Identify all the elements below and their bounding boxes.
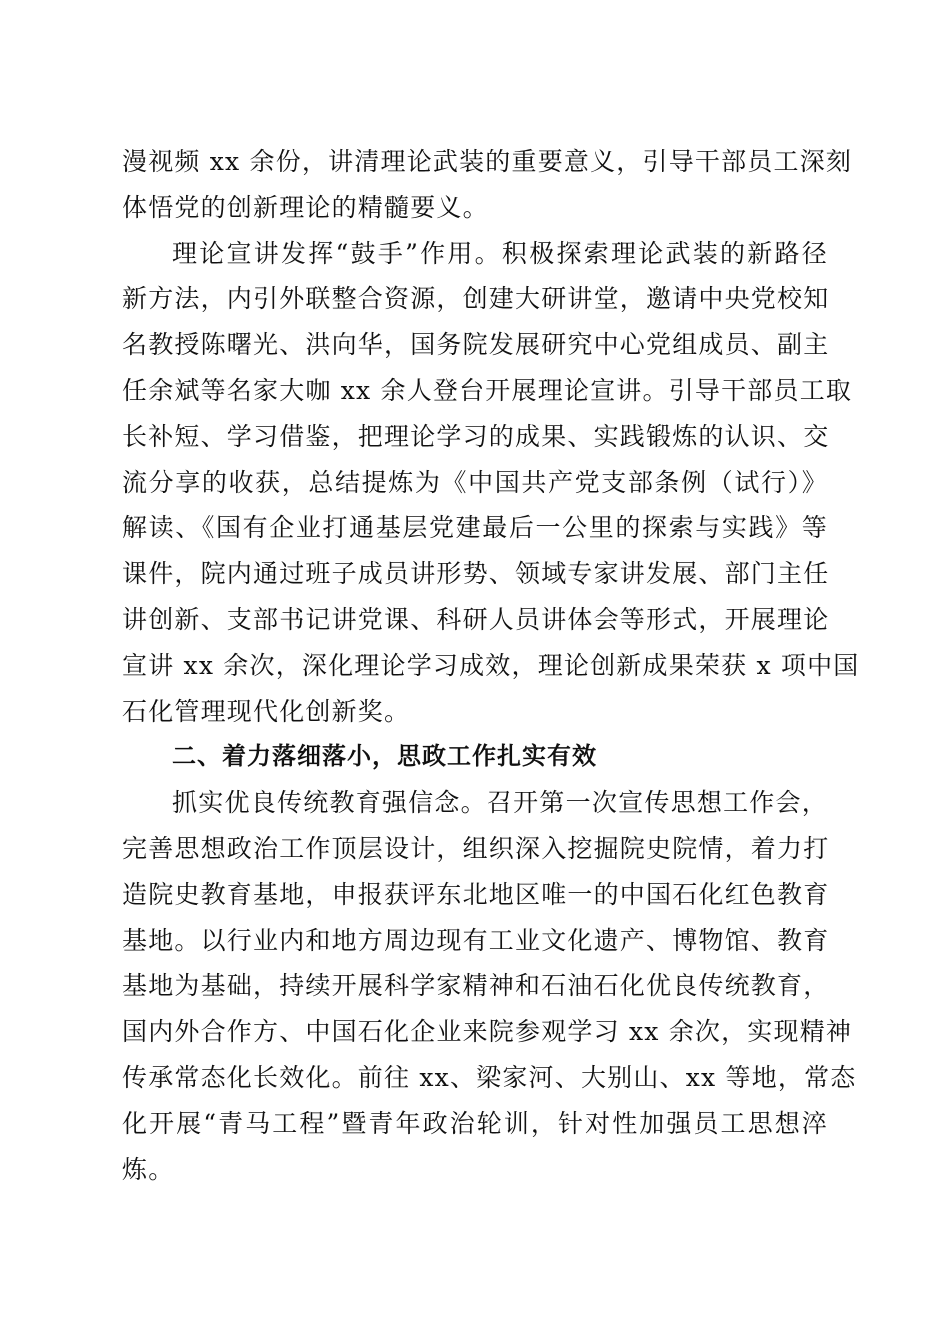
text-line: 完善思想政治工作顶层设计，组织深入挖掘院史院情，着力打 (122, 833, 830, 863)
text-line: 漫视频 xx 余份，讲清理论武装的重要意义，引导干部员工深刻 (122, 147, 853, 176)
text-line: 理论宣讲发挥“鼓手”作用。积极探索理论武装的新路径 (172, 238, 828, 268)
text-line: 石化管理现代化创新奖。 (122, 696, 411, 726)
text-line: 解读、《国有企业打通基层党建最后一公里的探索与实践》等 (122, 513, 828, 543)
text-line: 宣讲 xx 余次，深化理论学习成效，理论创新成果荣获 x 项中国 (122, 650, 860, 680)
text-line: 新方法，内引外联整合资源，创建大研讲堂，邀请中央党校知 (122, 284, 830, 314)
text-line: 基地。以行业内和地方周边现有工业文化遗产、博物馆、教育 (122, 925, 830, 955)
text-line: 基地为基础，持续开展科学家精神和石油石化优良传统教育， (122, 971, 830, 1001)
text-line: 炼。 (122, 1154, 175, 1184)
document-body (122, 139, 860, 1192)
text-line: 国内外合作方、中国石化企业来院参观学习 xx 余次，实现精神 (122, 1017, 853, 1047)
section-heading: 二、着力落细落小，思政工作扎实有效 (172, 742, 597, 771)
text-line: 传承常态化长效化。前往 xx、梁家河、大别山、xx 等地，常态 (122, 1062, 857, 1092)
text-line: 体悟党的创新理论的精髓要义。 (122, 192, 489, 222)
text-line: 流分享的收获，总结提炼为《中国共产党支部条例（试行）》 (122, 467, 828, 497)
text-line: 名教授陈曙光、洪向华，国务院发展研究中心党组成员、副主 (122, 330, 830, 360)
paragraph-1 (122, 139, 853, 231)
text-line: 造院史教育基地，申报获评东北地区唯一的中国石化红色教育 (122, 879, 830, 909)
paragraph-3 (122, 780, 857, 1192)
text-line: 化开展“青马工程”暨青年政治轮训，针对性加强员工思想淬 (122, 1108, 828, 1138)
text-line: 讲创新、支部书记讲党课、科研人员讲体会等形式，开展理论 (122, 604, 830, 634)
paragraph-2 (122, 231, 860, 735)
text-line: 抓实优良传统教育强信念。召开第一次宣传思想工作会， (172, 788, 828, 818)
text-line: 任余斌等名家大咖 xx 余人登台开展理论宣讲。引导干部员工取 (122, 375, 853, 405)
text-line: 课件，院内通过班子成员讲形势、领域专家讲发展、部门主任 (122, 559, 830, 589)
text-line: 长补短、学习借鉴，把理论学习的成果、实践锻炼的认识、交 (122, 421, 830, 451)
